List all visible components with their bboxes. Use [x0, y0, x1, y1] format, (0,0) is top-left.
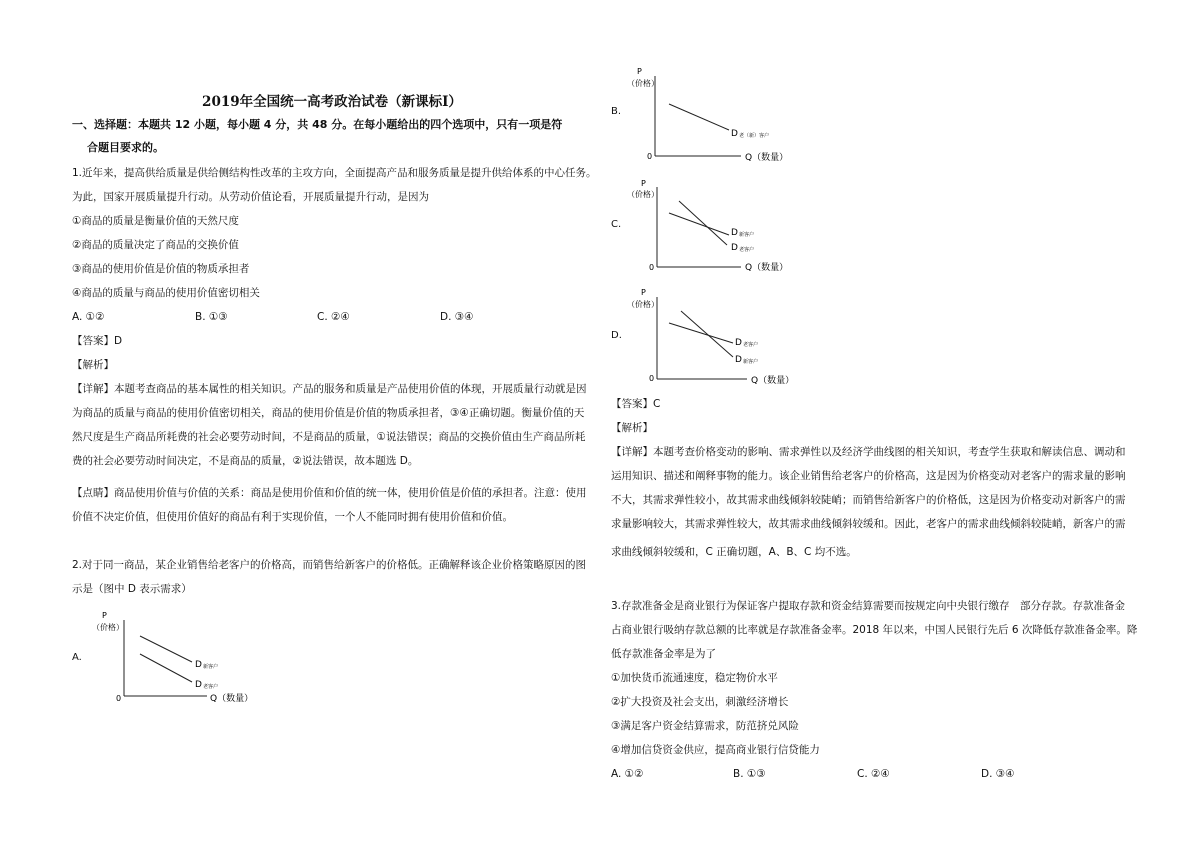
- q3-option-a: A. ①②: [611, 768, 644, 780]
- graph-a: [92, 606, 292, 710]
- q1-comment-line2: 价值不决定价值，但使用价值好的商品有利于实现价值，一个人不能同时拥有使用价值和价值。: [72, 511, 513, 523]
- q3-stem-line2: 占商业银行吸纳存款总额的比率就是存款准备金率。2018 年以来，中国人民银行先后 6 次降低存款准备金率。降: [611, 624, 1138, 636]
- q3-item-4: ④增加信贷资金供应，提高商业银行信贷能力: [611, 744, 820, 756]
- graph-b: [623, 64, 823, 168]
- graph-b-curve: [669, 104, 729, 130]
- graph-a-letter: A.: [72, 652, 82, 663]
- q1-stem-line1: 1.近年来，提高供给质量是供给侧结构性改革的主攻方向，全面提高产品和服务质量是提升供给体系的中心任务。: [72, 167, 597, 179]
- q1-item-3: ③商品的使用价值是价值的物质承担者: [72, 263, 250, 275]
- q2-detail-line3: 不大，其需求弹性较小，故其需求曲线倾斜较陡峭；而销售给新客户的价格低，这是因为价格变动对新客户的需: [611, 494, 1126, 506]
- q1-item-4: ④商品的质量与商品的使用价值密切相关: [72, 287, 260, 299]
- graph-c-q-label: Q（数量）: [745, 263, 789, 273]
- graph-d-d2: D: [735, 355, 742, 365]
- section-heading-line1: 一、选择题：本题共 12 小题，每小题 4 分，共 48 分。在每小题给出的四个选项中，只有一项是符: [72, 118, 563, 131]
- graph-d-p-label: P: [641, 288, 646, 297]
- graph-b-p-label: P: [637, 67, 642, 76]
- q1-item-2: ②商品的质量决定了商品的交换价值: [72, 239, 239, 251]
- graph-c-curve-new: [669, 213, 729, 235]
- q1-comment-line1: 【点睛】商品使用价值与价值的关系：商品是使用价值和价值的统一体，使用价值是价值的承担者。注意：使用: [72, 487, 587, 499]
- q1-detail-line2: 为商品的质量与商品的使用价值密切相关，商品的使用价值是价值的物质承担者，③④正确切题。衡量价值的天: [72, 407, 585, 419]
- q2-stem-line2: 示是（图中 D 表示需求）: [72, 583, 192, 595]
- graph-a-svg: [92, 606, 292, 706]
- graph-a-d2: D: [195, 680, 202, 690]
- q1-option-d: D. ③④: [440, 311, 474, 323]
- q3-item-2: ②扩大投资及社会支出，刺激经济增长: [611, 696, 789, 708]
- q1-option-b: B. ①③: [195, 311, 228, 323]
- graph-a-p-label: P: [102, 611, 107, 620]
- q2-detail-line4: 求量影响较大，其需求弹性较大，故其需求曲线倾斜较缓和。因此，老客户的需求曲线倾斜较陡峭，新客户的需: [611, 518, 1126, 530]
- q3-option-c: C. ②④: [857, 768, 890, 780]
- graph-d-price-label: （价格）: [627, 300, 659, 309]
- q2-analysis: 【解析】: [611, 422, 653, 434]
- graph-a-d1-sub: 新客户: [203, 664, 219, 670]
- q2-detail-line2: 运用知识、描述和阐释事物的能力。该企业销售给老客户的价格高，这是因为价格变动对老客户的需求量的影响: [611, 470, 1126, 482]
- graph-a-d1: D: [195, 660, 202, 670]
- q2-answer: 【答案】C: [611, 398, 661, 410]
- q1-item-1: ①商品的质量是衡量价值的天然尺度: [72, 215, 239, 227]
- graph-c-d2-sub: 老客户: [739, 247, 755, 253]
- q2-detail-line1: 【详解】本题考查价格变动的影响、需求弹性以及经济学曲线图的相关知识，考查学生获取和解读信息、调动和: [611, 446, 1126, 458]
- q3-item-3: ③满足客户资金结算需求，防范挤兑风险: [611, 720, 799, 732]
- graph-c-origin: 0: [649, 263, 655, 272]
- graph-a-origin: 0: [116, 694, 122, 703]
- graph-c-d2: D: [731, 243, 738, 253]
- graph-d-d1: D: [735, 338, 742, 348]
- graph-d-d2-sub: 新客户: [743, 359, 759, 365]
- q1-option-a: A. ①②: [72, 311, 105, 323]
- q3-stem-line1: 3.存款准备金是商业银行为保证客户提取存款和资金结算需要而按规定向中央银行缴存 部分存款。存款准备金: [611, 600, 1126, 612]
- graph-d-letter: D.: [611, 330, 622, 341]
- graph-d-svg: [623, 285, 833, 390]
- graph-b-q-label: Q（数量）: [745, 153, 789, 163]
- graph-b-svg: [623, 64, 823, 164]
- q2-detail-line5: 求曲线倾斜较缓和，C 正确切题，A、B、C 均不选。: [611, 546, 857, 558]
- graph-d-curve-old: [669, 323, 733, 343]
- graph-d-origin: 0: [649, 374, 655, 383]
- graph-c-d1: D: [731, 228, 738, 238]
- q1-detail-line3: 然尺度是生产商品所耗费的社会必要劳动时间，不是商品的质量，①说法错误；商品的交换价值由生产商品所耗: [72, 431, 586, 443]
- graph-d-d1-sub: 老客户: [743, 342, 759, 348]
- graph-c-curve-old: [679, 201, 727, 245]
- graph-d: [623, 285, 833, 394]
- graph-d-curve-new: [681, 311, 733, 357]
- section-heading-line2: 合题目要求的。: [87, 141, 164, 154]
- q1-analysis: 【解析】: [72, 359, 114, 371]
- graph-b-price-label: （价格）: [627, 79, 659, 88]
- graph-c-svg: [623, 177, 823, 277]
- graph-c-letter: C.: [611, 219, 622, 230]
- graph-c: [623, 177, 823, 281]
- page-title: 2019年全国统一高考政治试卷（新课标Ⅰ）: [202, 94, 462, 110]
- q1-stem-line2: 为此，国家开展质量提升行动。从劳动价值论看，开展质量提升行动，是因为: [72, 191, 429, 203]
- graph-a-price-label: （价格）: [92, 623, 124, 632]
- q2-stem-line1: 2.对于同一商品，某企业销售给老客户的价格高，而销售给新客户的价格低。正确解释该企业价格策略原因的图: [72, 559, 587, 571]
- graph-c-p-label: P: [641, 179, 646, 188]
- q3-stem-line3: 低存款准备金率是为了: [611, 648, 716, 660]
- q3-item-1: ①加快货币流通速度，稳定物价水平: [611, 672, 778, 684]
- graph-b-d1-sub: 老（新）客户: [739, 133, 770, 139]
- graph-b-d1: D: [731, 129, 738, 139]
- graph-b-letter: B.: [611, 106, 622, 117]
- graph-c-d1-sub: 新客户: [739, 232, 755, 238]
- q3-option-b: B. ①③: [733, 768, 766, 780]
- q1-detail-line1: 【详解】本题考查商品的基本属性的相关知识。产品的服务和质量是产品使用价值的体现，开展质量行动就是因: [72, 383, 587, 395]
- q1-option-c: C. ②④: [317, 311, 350, 323]
- q3-option-d: D. ③④: [981, 768, 1015, 780]
- graph-d-q-label: Q（数量）: [751, 376, 795, 386]
- graph-b-origin: 0: [647, 152, 653, 161]
- graph-a-q-label: Q（数量）: [210, 694, 254, 704]
- q1-detail-line4: 费的社会必要劳动时间决定，不是商品的质量，②说法错误，故本题选 D。: [72, 455, 419, 467]
- graph-c-price-label: （价格）: [627, 190, 659, 199]
- q1-answer: 【答案】D: [72, 335, 123, 347]
- graph-a-d2-sub: 老客户: [203, 684, 219, 690]
